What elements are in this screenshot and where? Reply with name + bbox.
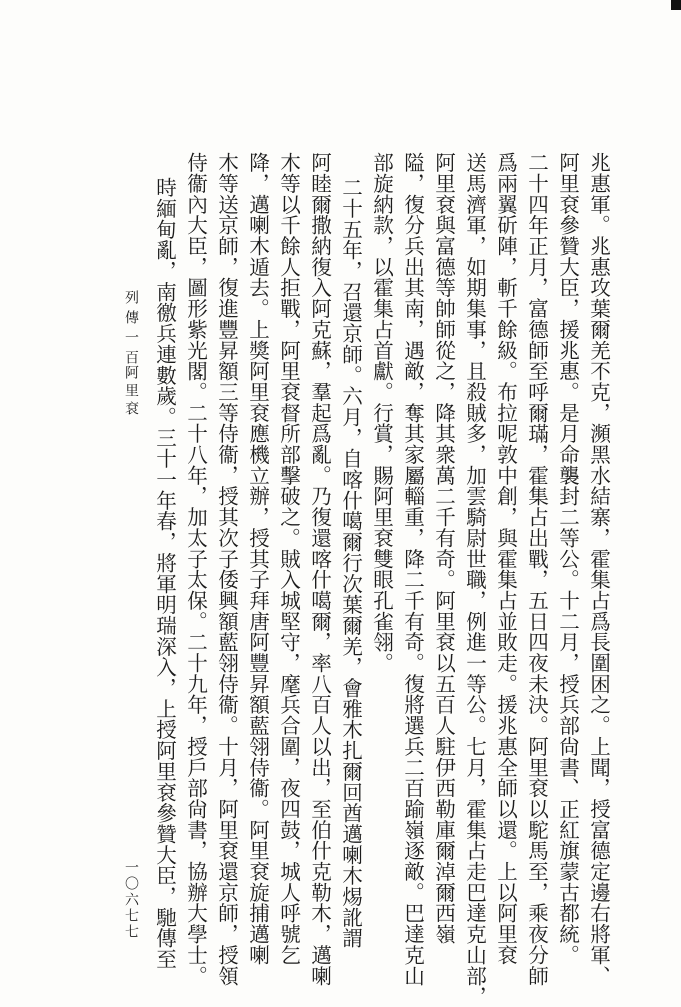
scan-corner-mark: [671, 0, 681, 10]
text-column-12: 降，邁喇木遁去。上獎阿里袞應機立辦，授其子拜唐阿豐昇額藍翎侍衞。阿里袞旋捕邁喇: [245, 152, 270, 966]
text-column-9: 二十五年，召還京師。六月，自喀什噶爾行次葉爾羌，會雅木扎爾回酋邁喇木焬訛謂: [338, 177, 363, 949]
page-number: 一〇六七七: [123, 860, 139, 940]
text-column-11: 木等以千餘人拒戰，阿里袞督所部擊破之。賊入城堅守，麾兵合圍，夜四鼓，城人呼號乞: [276, 152, 301, 966]
text-column-4: 爲兩翼斫陣，斬千餘級。布拉呢敦中創，與霍集占並敗走。援兆惠全師以還。上以阿里袞: [493, 152, 518, 966]
text-column-6: 阿里袞與富德等帥師從之，降其衆萬二千有奇。阿里袞以五百人駐伊西勒庫爾淖爾西嶺: [431, 152, 456, 945]
text-column-2: 阿里袞參贊大臣，援兆惠。是月命襲封二等公。十二月，授兵部尙書、正紅旗蒙古都統。: [555, 152, 580, 966]
text-column-10: 阿睦爾撒納復入阿克蘇，羣起爲亂。乃復還喀什噶爾，率八百人以出，至伯什克勒木，邁喇: [307, 152, 332, 986]
text-column-8: 部旋納款，以霍集占首獻。行賞，賜阿里袞雙眼孔雀翎。: [369, 152, 394, 674]
book-title: 列傳一百: [123, 290, 139, 370]
text-column-7: 隘，復分兵出其南，遇敵，奪其家屬輜重，降二千有奇。復將選兵二百踰嶺逐敵。巴達克山: [400, 152, 425, 986]
text-column-3: 二十四年正月，富德師至呼爾璊，霍集占出戰，五日四夜未決。阿里袞以駝馬至，乘夜分師: [524, 152, 549, 986]
text-column-14: 侍衞內大臣，圖形紫光閣。二十八年，加太子太保。二十九年，授戶部尙書，協辦大學士。: [183, 152, 208, 986]
text-column-13: 木等送京師，復進豐昇額三等侍衞，授其次子倭興額藍翎侍衞。十月，阿里袞還京師，授領: [214, 152, 239, 986]
text-column-15: 時緬甸亂，南徼兵連數歲。三十一年春，將軍明瑞深入，上授阿里袞參贊大臣，馳傳至: [152, 177, 177, 970]
text-column-1: 兆惠軍。兆惠攻葉爾羌不克，瀕黑水結寨，霍集占爲長圍困之。上聞，授富德定邊右將軍、: [586, 152, 611, 986]
person-name: 阿里袞: [123, 365, 139, 419]
text-column-5: 送馬濟軍，如期集事，且殺賊多，加雲騎尉世職，例進一等公。七月，霍集占走巴達克山部，: [462, 152, 487, 1007]
